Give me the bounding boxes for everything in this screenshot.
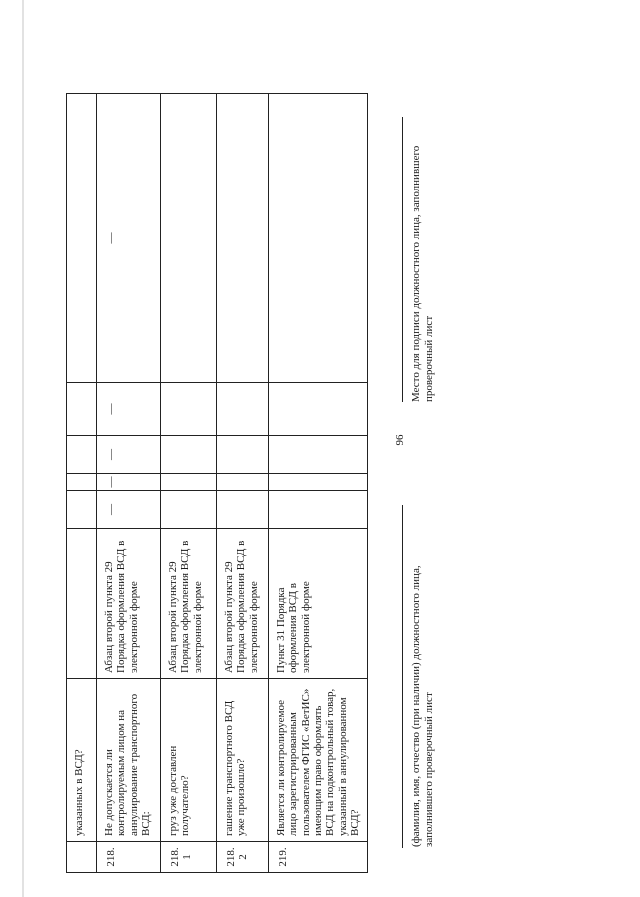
page-number: 96	[394, 434, 406, 446]
answer-cell	[269, 474, 368, 491]
checklist-table-rotated	[66, 94, 361, 873]
answer-cell	[67, 436, 97, 474]
answer-cell	[67, 491, 97, 529]
table-row	[161, 94, 217, 873]
basis-cell: Пункт 31 Порядка оформления ВСД в электронной форме	[269, 529, 368, 679]
comment-cell	[67, 94, 97, 383]
basis-cell	[67, 529, 97, 679]
question-cell: гашение транспортного ВСД уже произошло?	[217, 679, 269, 842]
comment-cell	[269, 94, 368, 383]
signature-name-line	[402, 505, 403, 848]
question-cell: Является ли контролируемое лицо зарегистрированным пользователем ФГИС «ВетИС» имеющим право оформлять ВСД на подконтрольный товар, указанный в аннулированном ВСД?	[269, 679, 368, 842]
question-cell: указанных в ВСД?	[67, 679, 97, 842]
row-number: 218.2	[217, 842, 269, 873]
comment-cell	[217, 94, 269, 383]
answer-cell: —	[97, 491, 161, 529]
basis-cell: Абзац второй пункта 29 Порядка оформления ВСД в электронной форме	[161, 529, 217, 679]
table-row	[97, 94, 161, 873]
checklist-table	[66, 93, 368, 873]
page-edge	[22, 0, 24, 897]
answer-cell	[269, 436, 368, 474]
answer-cell	[161, 491, 217, 529]
table-row	[67, 94, 97, 873]
answer-cell	[161, 436, 217, 474]
row-number	[67, 842, 97, 873]
row-number: 219.	[269, 842, 368, 873]
answer-cell	[217, 474, 269, 491]
basis-cell: Абзац второй пункта 29 Порядка оформления ВСД в электронной форме	[97, 529, 161, 679]
answer-cell	[67, 474, 97, 491]
answer-cell	[269, 491, 368, 529]
answer-cell: —	[97, 383, 161, 436]
signature-name-caption: (фамилия, имя, отчество (при наличии) должностного лица, заполнившего проверочный лист	[410, 565, 436, 847]
answer-cell	[217, 491, 269, 529]
table-row	[217, 94, 269, 873]
answer-cell	[67, 383, 97, 436]
answer-cell	[161, 383, 217, 436]
question-cell: груз уже доставлен получателю?	[161, 679, 217, 842]
answer-cell	[217, 436, 269, 474]
table-row	[269, 94, 368, 873]
basis-cell: Абзац второй пункта 29 Порядка оформления ВСД в электронной форме	[217, 529, 269, 679]
signature-place-line	[402, 117, 403, 402]
row-number: 218.	[97, 842, 161, 873]
answer-cell: —	[97, 474, 161, 491]
answer-cell: —	[97, 436, 161, 474]
question-cell: Не допускается ли контролируемым лицом на аннулирование транспортного ВСД:	[97, 679, 161, 842]
answer-cell	[269, 383, 368, 436]
answer-cell	[161, 474, 217, 491]
answer-cell	[217, 383, 269, 436]
comment-cell	[161, 94, 217, 383]
signature-place-caption: Место для подписи должностного лица, заполнившего проверочный лист	[410, 145, 436, 402]
comment-cell: —	[97, 94, 161, 383]
row-number: 218.1	[161, 842, 217, 873]
